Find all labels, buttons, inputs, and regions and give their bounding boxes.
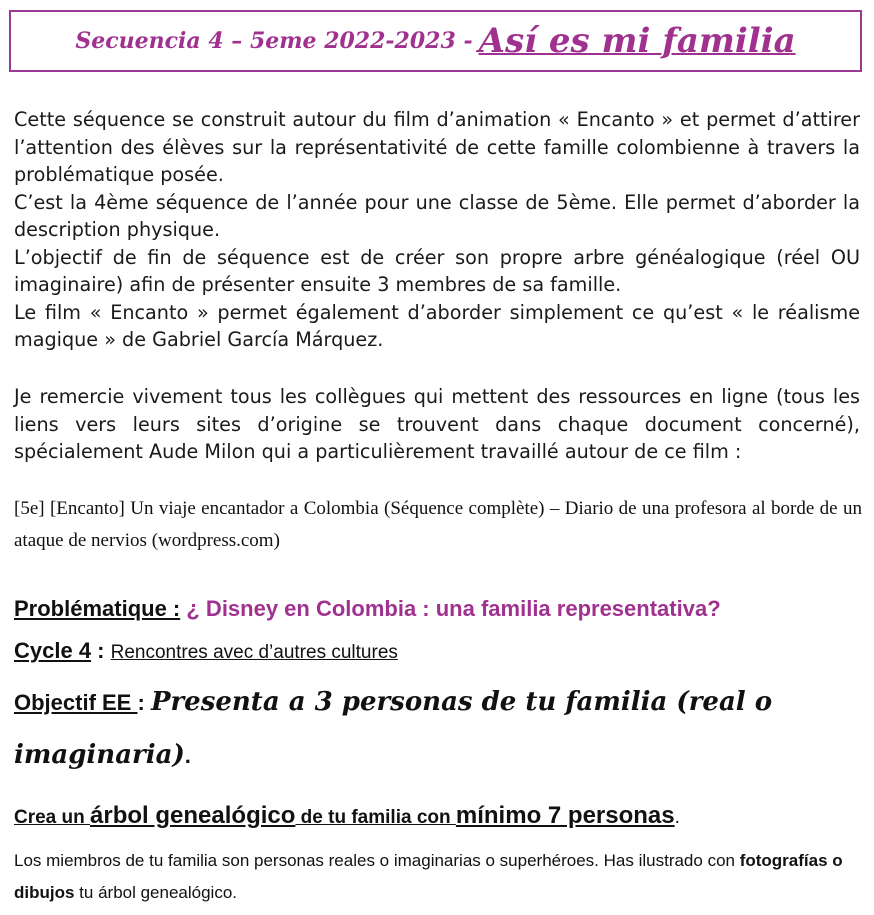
intro-paragraph-1: Cette séquence se construit autour du film d’animation « Encanto » et permet d’attirer l’attention des élèves sur la représentativité de cette famille colombienne à travers la problématique posée. <box>14 108 860 186</box>
crea-part-1: Crea un <box>14 807 91 828</box>
intro-section <box>14 106 860 354</box>
cycle-value: Rencontres avec d’autres cultures <box>110 642 398 663</box>
note-text-2: tu árbol genealógico. <box>74 883 238 902</box>
intro-paragraph-2: C’est la 4ème séquence de l’année pour une classe de 5ème. Elle permet d’aborder la description physique. <box>14 190 860 241</box>
crea-part-4: mínimo 7 personas <box>455 802 675 829</box>
objectif-label: Objectif EE <box>14 690 138 715</box>
intro-paragraph-4: Le film « Encanto » permet également d’aborder simplement ce qu’est « le réalisme magique » de Gabriel García Márquez. <box>14 300 860 351</box>
crea-part-2: árbol genealógico <box>90 802 296 829</box>
problematique-label: Problématique : <box>14 596 181 621</box>
cycle-label: Cycle 4 <box>14 638 92 663</box>
task-instruction <box>14 802 680 830</box>
objectif-row <box>14 676 864 782</box>
crea-part-3: de tu familia con <box>295 807 456 828</box>
objectif-value: Presenta a 3 personas de tu familia (real o imaginaria) <box>14 687 773 770</box>
objectif-end: . <box>184 743 191 768</box>
cycle-row <box>14 638 398 664</box>
thanks-paragraph: Je remercie vivement tous les collègues qui mettent des ressources en ligne (tous les liens vers leurs sites d’origine se trouvent dans chaque document concerné), spécialement Aude Milon qui a particulièrement travaillé autour de ce film : <box>14 385 860 463</box>
resource-link[interactable]: [5e] [Encanto] Un viaje encantador a Colombia (Séquence complète) – Diario de una profesora al borde de un ataque de nervios (wordpress.com) <box>14 498 862 551</box>
problematique-value: ¿ Disney en Colombia : una familia representativa? <box>186 596 721 621</box>
sequence-label: Secuencia 4 – 5eme 2022-2023 - <box>75 28 473 54</box>
sequence-title-box <box>9 10 862 72</box>
task-note <box>14 845 864 909</box>
problematique-row <box>14 596 721 622</box>
note-bold: fotografías o dibujos <box>14 851 843 902</box>
thanks-section <box>14 383 860 466</box>
objectif-colon: : <box>137 690 151 715</box>
crea-end: . <box>674 807 680 828</box>
note-text-1: Los miembros de tu familia son personas reales o imaginarias o superhéroes. Has ilustrado con <box>14 851 740 870</box>
intro-paragraph-3: L’objectif de fin de séquence est de créer son propre arbre généalogique (réel OU imaginaire) afin de présenter ensuite 3 membres de sa famille. <box>14 245 860 296</box>
cycle-colon: : <box>91 638 111 663</box>
sequence-title: Así es mi familia <box>478 21 796 61</box>
